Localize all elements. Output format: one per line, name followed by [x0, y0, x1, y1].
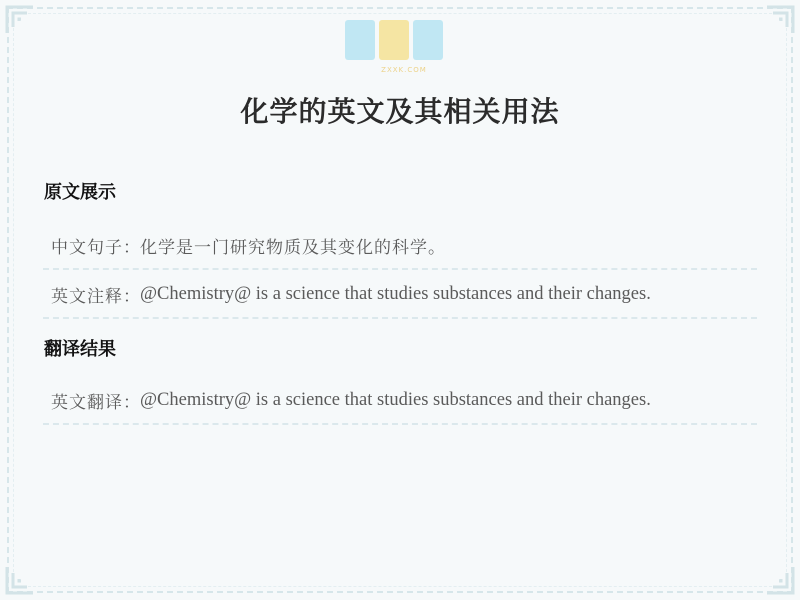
- section-heading-translation: 翻译结果: [44, 339, 116, 360]
- row-colon: ：: [123, 392, 140, 413]
- row-label: 英文翻译: [51, 392, 123, 413]
- row-value: 化学是一门研究物质及其变化的科学。: [140, 237, 446, 258]
- corner-ornament-icon: [763, 3, 797, 37]
- row-english-translation: [43, 377, 757, 425]
- row-value: @Chemistry@ is a science that studies substances and their changes.: [140, 389, 651, 410]
- corner-ornament-icon: [3, 563, 37, 597]
- row-chinese-sentence: [43, 222, 757, 270]
- row-colon: ：: [123, 237, 140, 258]
- corner-ornament-icon: [763, 563, 797, 597]
- row-label: 英文注释: [51, 286, 123, 307]
- watermark-logo-icon: [343, 16, 463, 78]
- section-heading-original: 原文展示: [44, 182, 116, 203]
- row-english-note: [43, 271, 757, 319]
- corner-ornament-icon: [3, 3, 37, 37]
- watermark-text: ZXXK.COM: [381, 66, 427, 74]
- row-value: @Chemistry@ is a science that studies substances and their changes.: [140, 283, 651, 304]
- page-title: 化学的英文及其相关用法: [240, 95, 560, 128]
- row-label: 中文句子: [51, 237, 123, 258]
- row-colon: ：: [123, 286, 140, 307]
